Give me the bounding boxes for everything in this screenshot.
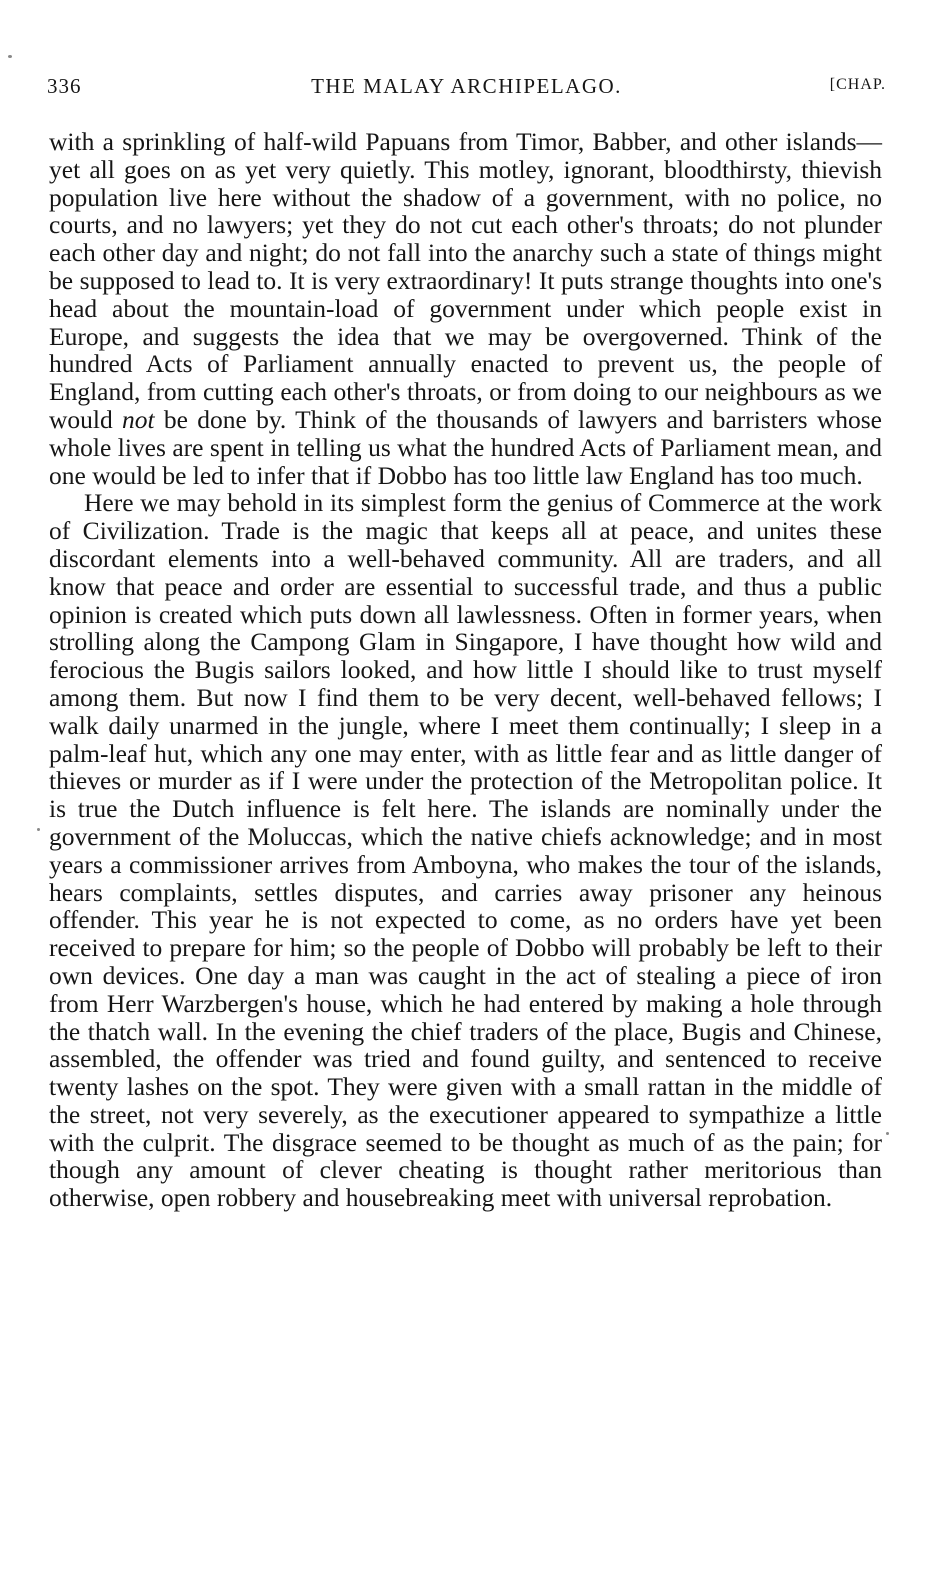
- page-number: 336: [47, 74, 82, 98]
- paragraph-1-emphasis: not: [122, 404, 155, 434]
- paragraph-1: [49, 128, 882, 489]
- print-speck-margin-left: [37, 828, 40, 831]
- print-speck-top-left: [8, 55, 12, 58]
- paragraph-2: Here we may behold in its simplest form the genius of Commerce at the work of Civilization. Trade is the magic that keeps all at peace, and unites these discordant elements into a well-behaved community. All are traders, and all know that peace and order are essential to successful trade, and thus a public opinion is created which puts down all lawlessness. Often in former years, when strolling along the Campong Glam in Singapore, I have thought how wild and ferocious the Bugis sailors looked, and how little I should like to trust myself among them. But now I find them to be very decent, well-behaved fellows; I walk daily unarmed in the jungle, where I meet them continually; I sleep in a palm-leaf hut, which any one may enter, with as little fear and as little danger of thieves or murder as if I were under the protection of the Metropolitan police. It is true the Dutch influence is felt here. The islands are nominally under the government of the Moluccas, which the native chiefs acknowledge; and in most years a commissioner arrives from Amboyna, who makes the tour of the islands, hears complaints, settles disputes, and carries away prisoner any heinous offender. This year he is not expected to come, as no orders have yet been received to prepare for him; so the people of Dobbo will probably be left to their own devices. One day a man was caught in the act of stealing a piece of iron from Herr Warzbergen's house, which he had entered by making a hole through the thatch wall. In the evening the chief traders of the place, Bugis and Chinese, assembled, the offender was tried and found guilty, and sentenced to receive twenty lashes on the spot. They were given with a small rattan in the middle of the street, not very severely, as the executioner appeared to sympathize a little with the culprit. The disgrace seemed to be thought as much of as the pain; for though any amount of clever cheating is thought rather meritorious than otherwise, open robbery and housebreaking meet with universal reprobation.: [49, 488, 882, 1213]
- running-title: THE MALAY ARCHIPELAGO.: [311, 74, 622, 98]
- paragraph-1-text-b: be done by. Think of the thousands of lawyers and barristers whose whole lives are spent in telling us what the hundred Acts of Parliament mean, and one would be led to infer that if Dobbo has too little law England has too much.: [49, 404, 883, 490]
- print-speck-margin-right: [886, 1132, 889, 1135]
- chapter-mark: [CHAP.: [829, 76, 886, 93]
- paragraph-1-text-a: with a sprinkling of half-wild Papuans from Timor, Babber, and other islands—yet all goes on as yet very quietly. This motley, ignorant, bloodthirsty, thievish population live here without the shadow of a government, with no police, no courts, and no lawyers; yet they do not cut each other's throats; do not plunder each other day and night; do not fall into the anarchy such a state of things might be supposed to lead to. It is very extraordinary! It puts strange thoughts into one's head about the mountain-load of government under which people exist in Europe, and suggests the idea that we may be overgoverned. Think of the hundred Acts of Parliament annually enacted to prevent us, the people of England, from cutting each other's throats, or from doing to our neighbours as we would: [49, 127, 882, 434]
- running-header: [47, 74, 886, 104]
- body-text: [49, 128, 882, 1212]
